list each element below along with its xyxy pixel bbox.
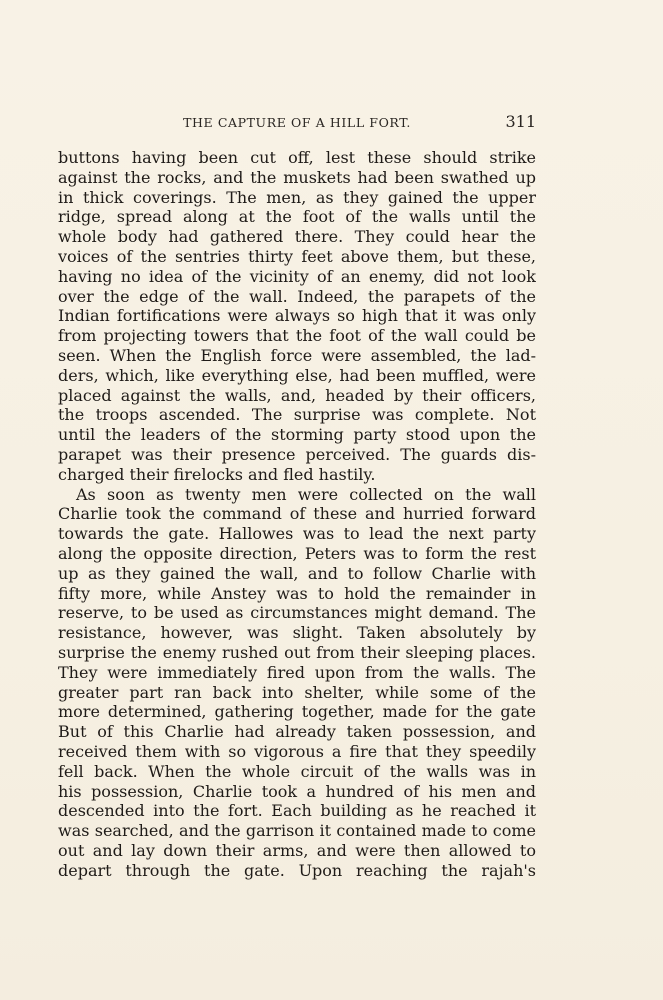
text-line: against the rocks, and the muskets had been swathed up: [58, 167, 536, 187]
text-line: having no idea of the vicinity of an enemy, did not look: [58, 266, 536, 286]
body-text: [58, 148, 536, 880]
text-line: They were immediately fired upon from the walls. The: [58, 662, 536, 682]
text-line: from projecting towers that the foot of the wall could be: [58, 326, 536, 346]
text-line: received them with so vigorous a fire that they speedily: [58, 741, 536, 761]
text-line: greater part ran back into shelter, while some of the: [58, 682, 536, 702]
text-line: ders, which, like everything else, had been muffled, were: [58, 365, 536, 385]
text-line: more determined, gathering together, made for the gate: [58, 702, 536, 722]
text-line: placed against the walls, and, headed by their officers,: [58, 385, 536, 405]
text-line: towards the gate. Hallowes was to lead the next party: [58, 524, 536, 544]
text-line: seen. When the English force were assembled, the lad-: [58, 345, 536, 365]
text-line: descended into the fort. Each building as he reached it: [58, 801, 536, 821]
text-line: resistance, however, was slight. Taken absolutely by: [58, 623, 536, 643]
paragraph-start-line: As soon as twenty men were collected on the wall: [76, 484, 536, 504]
running-title: THE CAPTURE OF A HILL FORT.: [183, 115, 411, 130]
text-line: fifty more, while Anstey was to hold the remainder in: [58, 583, 536, 603]
running-head: [58, 112, 536, 134]
text-line: his possession, Charlie took a hundred of his men and: [58, 781, 536, 801]
text-line: over the edge of the wall. Indeed, the parapets of the: [58, 286, 536, 306]
text-line: fell back. When the whole circuit of the walls was in: [58, 761, 536, 781]
text-line: in thick coverings. The men, as they gained the upper: [58, 187, 536, 207]
text-line: out and lay down their arms, and were then allowed to: [58, 840, 536, 860]
text-line: reserve, to be used as circumstances might demand. The: [58, 603, 536, 623]
text-line: depart through the gate. Upon reaching the rajah's: [58, 860, 536, 880]
text-line: parapet was their presence perceived. The guards dis-: [58, 444, 536, 464]
text-line: until the leaders of the storming party stood upon the: [58, 425, 536, 445]
text-line: But of this Charlie had already taken possession, and: [58, 722, 536, 742]
text-line: buttons having been cut off, lest these should strike: [58, 148, 536, 167]
text-line: ridge, spread along at the foot of the walls until the: [58, 207, 536, 227]
text-line: Indian fortifications were always so high that it was only: [58, 306, 536, 326]
text-line: up as they gained the wall, and to follow Charlie with: [58, 563, 536, 583]
text-line: Charlie took the command of these and hurried forward: [58, 504, 536, 524]
text-line: voices of the sentries thirty feet above them, but these,: [58, 246, 536, 266]
text-line: the troops ascended. The surprise was complete. Not: [58, 405, 536, 425]
text-line: along the opposite direction, Peters was to form the rest: [58, 543, 536, 563]
text-line: whole body had gathered there. They could hear the: [58, 227, 536, 247]
page-number: 311: [505, 112, 536, 131]
paragraph-end-line: charged their firelocks and fled hastily.: [58, 464, 376, 484]
text-line: was searched, and the garrison it contained made to come: [58, 821, 536, 841]
text-line: surprise the enemy rushed out from their sleeping places.: [58, 642, 536, 662]
